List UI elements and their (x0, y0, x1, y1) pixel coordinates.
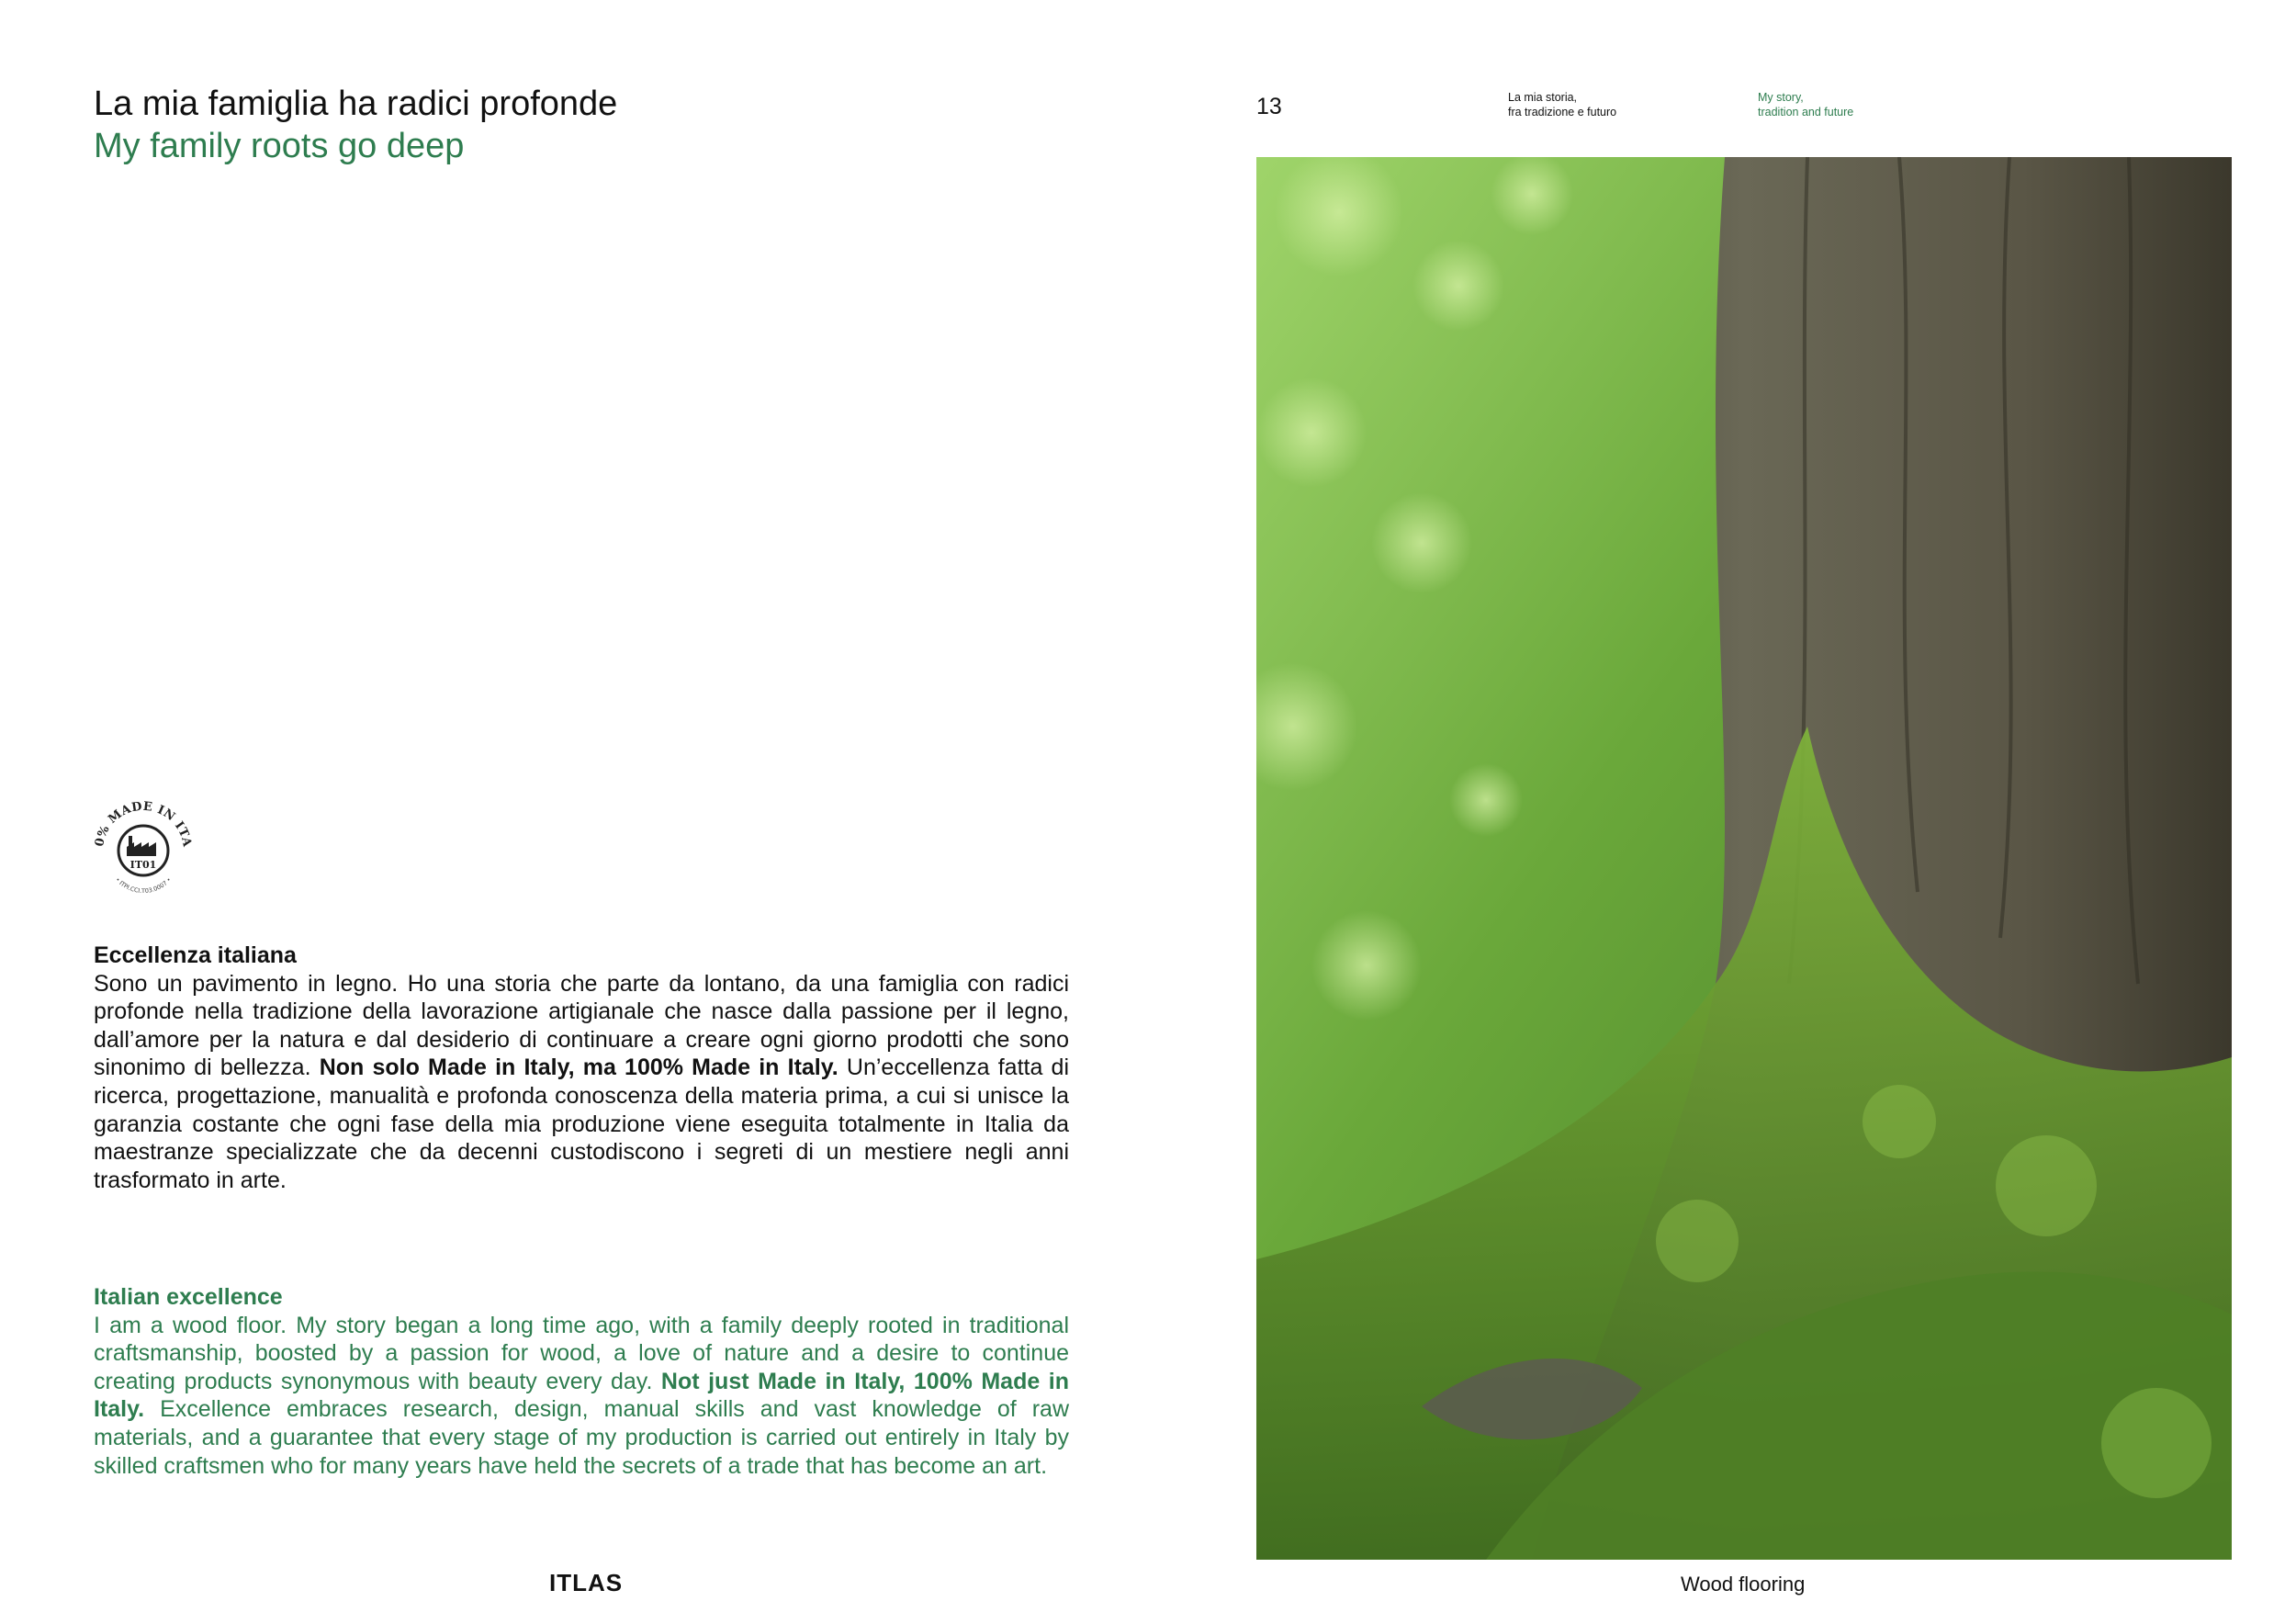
svg-text:100% MADE IN ITALY (90, 795, 194, 849)
tree-moss-image (1256, 157, 2232, 1560)
made-in-italy-seal (90, 795, 197, 902)
seal-top-text: 0% MADE IN ITA (93, 799, 194, 849)
paragraph-italian-bold: Non solo Made in Italy, ma 100% Made in Italy. (319, 1054, 838, 1081)
seal-code: IT01 (129, 859, 157, 871)
seal-bottom-text: • ITPI.CCI.T03.0007 • (113, 875, 174, 895)
page-title-english: My family roots go deep (94, 127, 465, 165)
page-number: 13 (1256, 94, 1282, 119)
svg-text:• ITPI.CCI.T03.0007 • (114, 876, 173, 895)
running-header-english-line2: tradition and future (1758, 106, 1854, 118)
paragraph-english-bold: Not just Made in Italy, 100% Made in Italy. (94, 1368, 1070, 1423)
factory-icon (127, 836, 156, 856)
paragraph-italian-end: Un’eccellenza fatta di ricerca, progettazione, manualità e profonda conoscenza della materia prima, a cui si unisce la garanzia costante che ogni fase della mia produzione viene eseguita totalmente in Italia da maestranze specializzate che da decenni custodiscono i segreti di un mestiere negli anni trasformato in arte. (94, 1054, 1069, 1193)
paragraph-english-start: I am a wood floor. My story began a long time ago, with a family deeply rooted in traditional craftsmanship, boosted by a passion for wood, a love of nature and a desire to continue creating products synonymous with beauty every day. (94, 1312, 1069, 1394)
body-italian (94, 942, 1069, 1194)
running-header-english (1758, 90, 1853, 119)
body-english (94, 1283, 1069, 1480)
running-header-english-line1: My story, (1758, 91, 1804, 104)
running-header-italian-line2: fra tradizione e futuro (1508, 106, 1617, 118)
tree-trunk-photo (1256, 157, 2232, 1560)
brand-logo: ITLAS (549, 1569, 624, 1596)
section-heading-english: Italian excellence (94, 1284, 283, 1310)
paragraph-italian-start: Sono un pavimento in legno. Ho una storia che parte da lontano, da una famiglia con radici profonde nella tradizione della lavorazione artigianale che nasce dalla passione per il legno, dall’amore per la natura e dal desiderio di continuare a creare ogni giorno prodotti che sono sinonimo di bellezza. (94, 970, 1069, 1081)
running-header-italian-line1: La mia storia, (1508, 91, 1578, 104)
page-title-italian: La mia famiglia ha radici profonde (94, 85, 618, 123)
running-header-italian (1508, 90, 1616, 119)
section-heading-italian: Eccellenza italiana (94, 942, 297, 968)
footer-caption: Wood flooring (1681, 1573, 1806, 1596)
paragraph-english-end: Excellence embraces research, design, manual skills and vast knowledge of raw materials, and a guarantee that every stage of my production is carried out entirely in Italy by skilled craftsmen who for many years have held the secrets of a trade that has become an art. (94, 1396, 1069, 1479)
made-in-italy-seal-icon (90, 795, 197, 902)
